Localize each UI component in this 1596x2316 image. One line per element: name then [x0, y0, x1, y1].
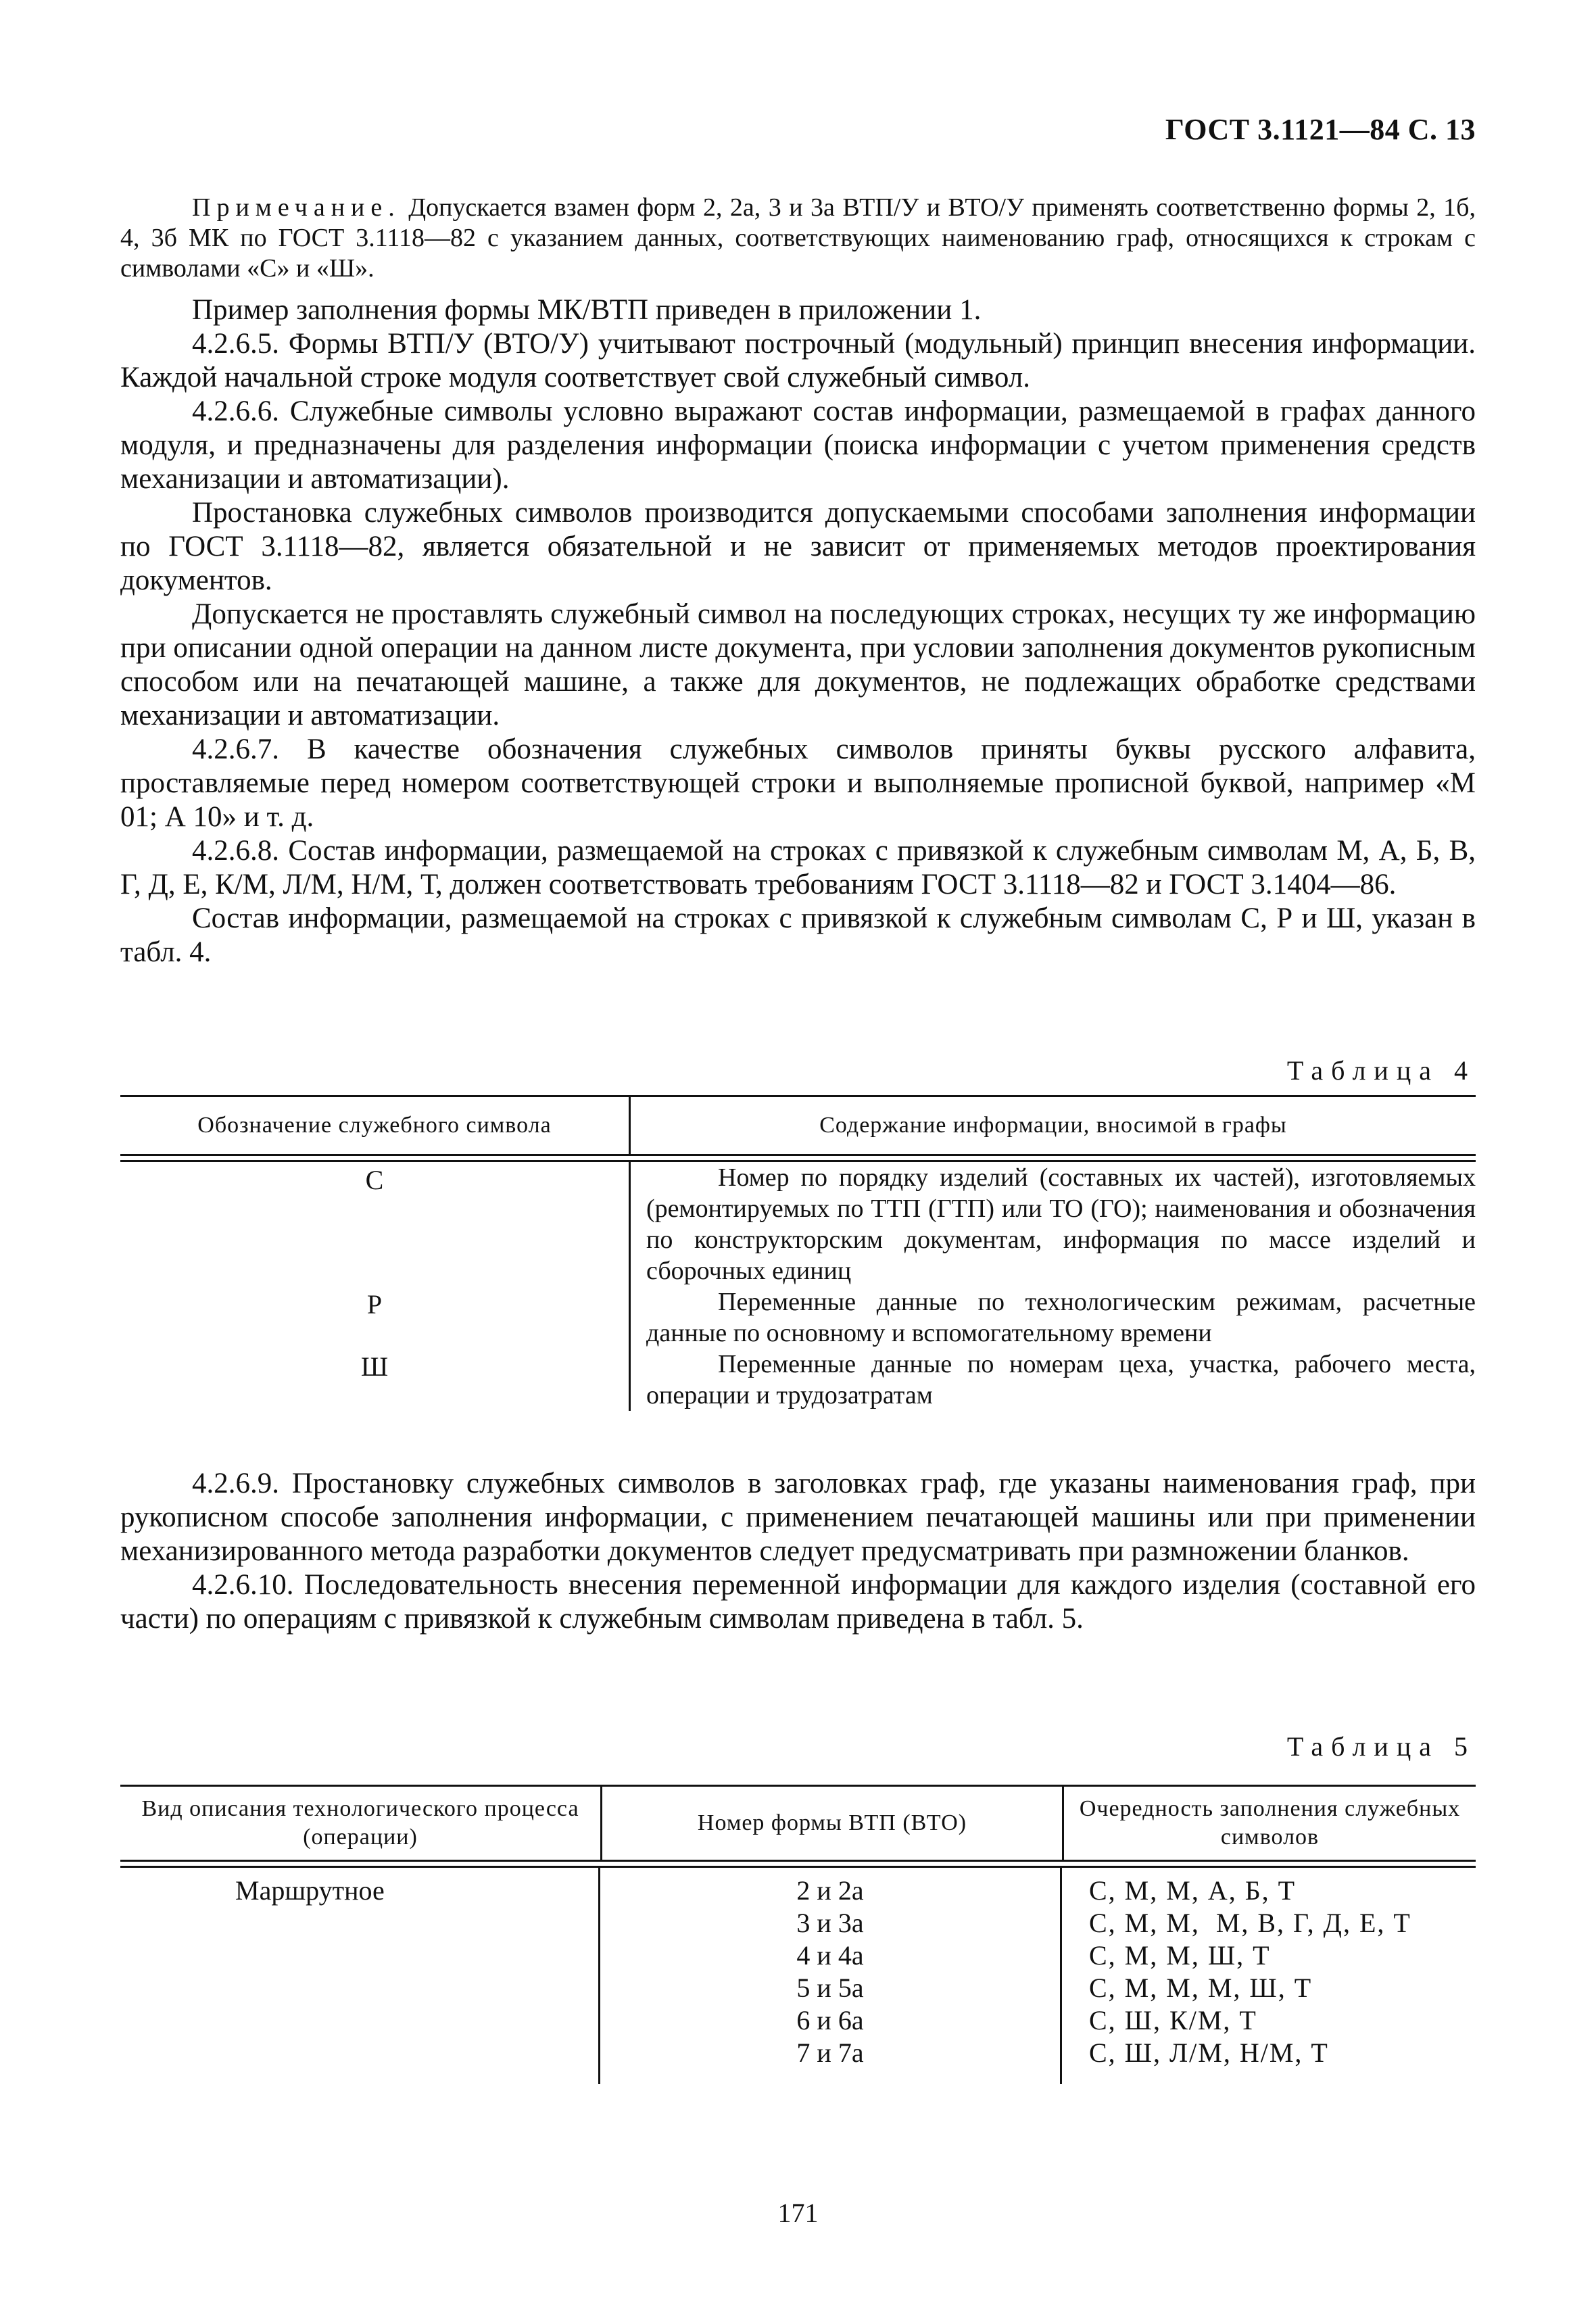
table4-caption: Таблица 4 [1286, 1055, 1476, 1086]
paragraph: 4.2.6.6. Служебные символы условно выражают состав информации, размещаемой в графах данного модуля, и предназначены для разделения информации (поиска информации с учетом применения средств механизации и автоматизации). [120, 395, 1476, 495]
table5-sequence: С, М, М, А, Б, Т [1089, 1875, 1297, 1906]
note-paragraph [120, 193, 1476, 284]
table4-content: Переменные данные по номерам цеха, участка, рабочего места, операции и трудозатратам [646, 1350, 1476, 1409]
table5-sequence: С, М, М, М, Ш, Т [1089, 1973, 1313, 2003]
table4-header [120, 1097, 1476, 1154]
table4-row [120, 1162, 1476, 1286]
table5-header [120, 1787, 1476, 1860]
paragraph: Пример заполнения формы МК/ВТП приведен в приложении 1. [192, 294, 982, 326]
table4-symbol: Р [366, 1289, 383, 1320]
table5-form: 4 и 4а [796, 1940, 864, 1971]
table5-sequences [1062, 1868, 1476, 2084]
table5-sequence: С, Ш, К/М, Т [1089, 2005, 1257, 2035]
main-text-2 [120, 1467, 1476, 1636]
table4 [120, 1095, 1476, 1411]
paragraph: Состав информации, размещаемой на строках с привязкой к служебным символам С, Р и Ш, указан в табл. 4. [120, 902, 1476, 968]
table5-forms [600, 1868, 1062, 2084]
table5-form: 5 и 5а [796, 1973, 864, 2003]
table4-row [120, 1286, 1476, 1349]
table5-sequence: С, М, М, Ш, Т [1089, 1940, 1271, 1971]
table5-header-type: Вид описания технологического процесса (операции) [120, 1787, 602, 1860]
table4-header-symbol: Обозначение служебного символа [120, 1097, 631, 1154]
table5-header-sequence: Очередность заполнения служебных символов [1079, 1796, 1461, 1850]
page-number: 171 [777, 2198, 819, 2228]
table5-form: 2 и 2а [796, 1875, 864, 1906]
paragraph: 4.2.6.8. Состав информации, размещаемой на строках с привязкой к служебным символам М, А, Б, В, Г, Д, Е, К/М, Л/М, Н/М, Т, должен соответствовать требованиям ГОСТ 3.1118—82 и ГОСТ 3.1404—86. [120, 835, 1476, 900]
table5-form: 7 и 7а [796, 2037, 864, 2068]
main-text [120, 193, 1476, 969]
table5-form: 6 и 6а [796, 2005, 864, 2035]
paragraph: Допускается не проставлять служебный символ на последующих строках, несущих ту же информацию при описании одной операции на данном листе документа, при условии заполнения документов рукописным способом или на печатающей машине, а также для документов, не подлежащих обработке средствами механизации и автоматизации. [120, 598, 1476, 731]
page-header: ГОСТ 3.1121—84 С. 13 [1165, 113, 1476, 146]
table5-body [120, 1868, 1476, 2084]
table4-content: Номер по порядку изделий (составных их частей), изготовляемых (ремонтируемых по ТТП (ГТП) или ТО (ГО); наименования и обозначения по конструкторским документам, информация по массе изделий и сборочных единиц [646, 1163, 1476, 1285]
table5 [120, 1785, 1476, 2084]
table5-header-form: Номер формы ВТП (ВТО) [602, 1787, 1064, 1860]
note-text: Допускается взамен форм 2, 2а, 3 и 3а ВТП/У и ВТО/У применять соответственно формы 2, 1б, 4, 3б МК по ГОСТ 3.1118—82 с указанием данных, соответствующих наименованию граф, относящихся к строкам с символами «С» и «Ш». [120, 193, 1476, 283]
table4-content: Переменные данные по технологическим режимам, расчетные данные по основному и вспомогательному времени [646, 1288, 1476, 1347]
table5-sequence: С, М, М, М, В, Г, Д, Е, Т [1089, 1908, 1411, 1938]
note-label: Примечание. [192, 193, 401, 222]
paragraph: 4.2.6.5. Формы ВТП/У (ВТО/У) учитывают построчный (модульный) принцип внесения информации. Каждой начальной строке модуля соответствует свой служебный символ. [120, 328, 1476, 393]
table4-symbol: С [365, 1165, 384, 1195]
paragraph: 4.2.6.7. В качестве обозначения служебных символов приняты буквы русского алфавита, проставляемые перед номером соответствующей строки и выполняемые прописной буквой, например «М 01; А 10» и т. д. [120, 733, 1476, 833]
paragraph: Простановка служебных символов производится допускаемыми способами заполнения информации по ГОСТ 3.1118—82, является обязательной и не зависит от применяемых методов проектирования документов. [120, 497, 1476, 596]
table4-symbol: Ш [360, 1351, 389, 1382]
paragraph: 4.2.6.10. Последовательность внесения переменной информации для каждого изделия (составной его части) по операциям с привязкой к служебным символам приведена в табл. 5. [120, 1569, 1476, 1635]
table5-sequence: С, Ш, Л/М, Н/М, Т [1089, 2037, 1329, 2068]
table5-description-type: Маршрутное [120, 1868, 600, 2084]
table4-row [120, 1349, 1476, 1411]
table5-form: 3 и 3а [796, 1908, 864, 1938]
paragraph: 4.2.6.9. Простановку служебных символов в заголовках граф, где указаны наименования граф, при рукописном способе заполнения информации, с применением печатающей машины или при применении механизированного метода разработки документов следует предусматривать при размножении бланков. [120, 1468, 1476, 1567]
table4-header-content: Содержание информации, вносимой в графы [819, 1113, 1287, 1138]
table5-caption: Таблица 5 [1286, 1731, 1476, 1762]
